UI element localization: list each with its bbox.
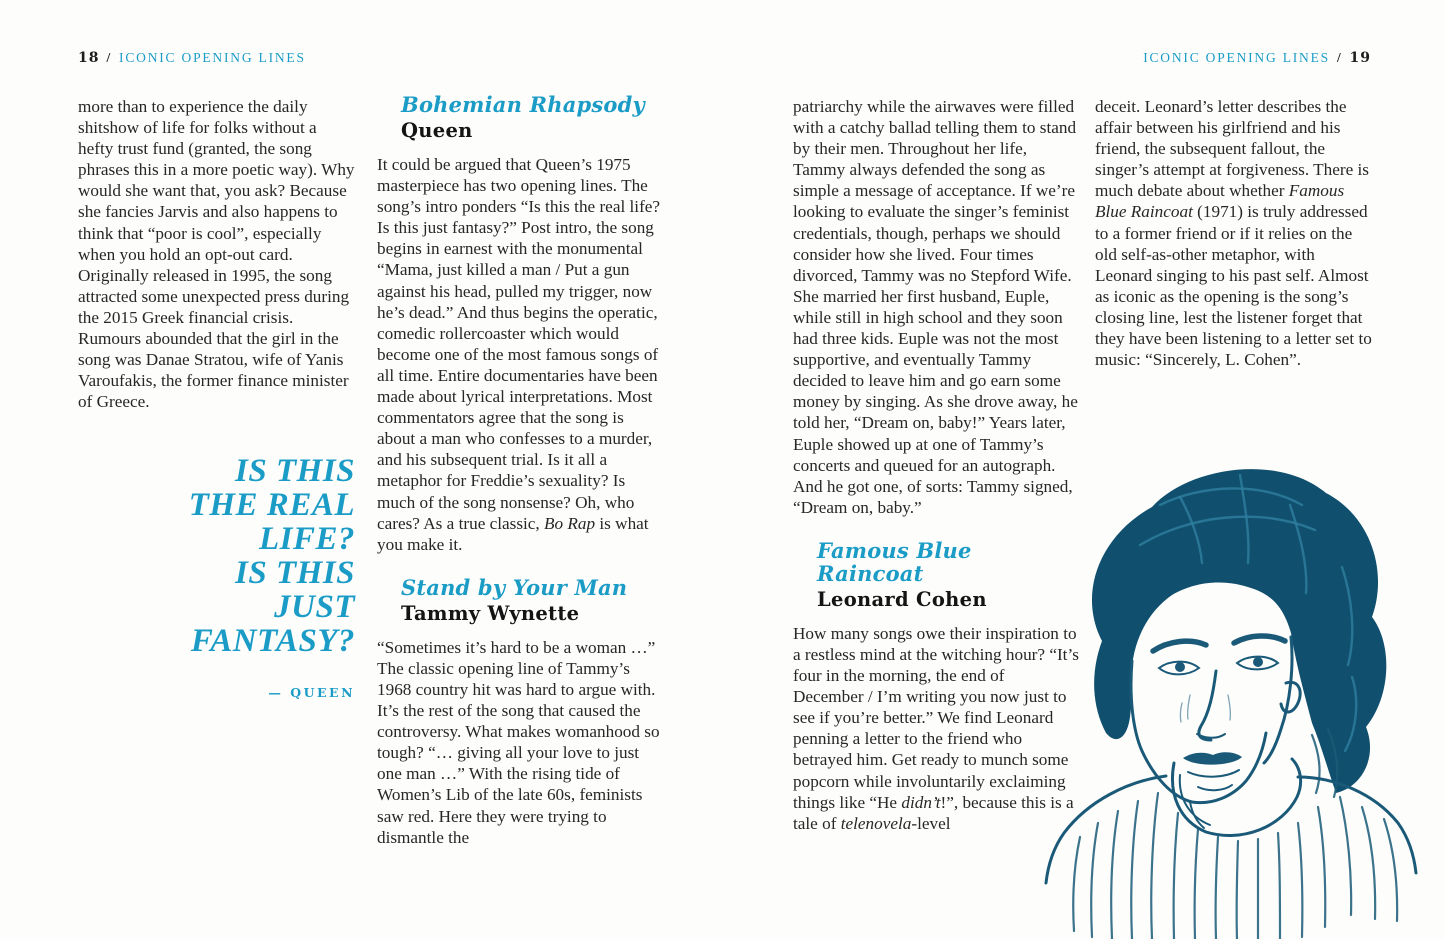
body-paragraph: “Sometimes it’s hard to be a woman …” The classic opening line of Tammy’s 1968 country hit was hard to argue with. It’s the rest of the song that caused the controversy. What makes womanhood so tough? “… giving all your love to just one man …” With the rising tide of Women’s Lib of the late 60s, feminists saw red. Here they were trying to dismantle the [377, 637, 660, 847]
page-header-left [78, 50, 306, 66]
pull-quote-attribution: — QUEEN [268, 685, 355, 701]
page-number-left: 18 [78, 50, 100, 66]
body-paragraph: deceit. Leonard’s letter describes the affair between his girlfriend and his friend, the subsequent fallout, the singer’s attempt at forgiveness. There is much debate about whether Famous Blue Raincoat (1971) is truly addressed to a former friend or if it relies on the old self-as-other metaphor, with Leonard singing to his past self. Almost as iconic as the opening is the song’s closing line, lest the listener forget that they have been listening to a letter set to music: “Sincerely, L. Cohen”. [1095, 97, 1372, 370]
song-heading [401, 93, 661, 142]
artist-name: Tammy Wynette [401, 601, 580, 625]
artist-name: Leonard Cohen [817, 587, 987, 611]
artist-name: Queen [401, 119, 473, 142]
pull-quote-line: LIFE? [258, 521, 355, 558]
body-paragraph: patriarchy while the airwaves were filled with a catchy ballad telling them to stand by their men. Throughout her life, Tammy always defended the song as simple a message of acceptance. If we’re looking to evaluate the singer’s feminist credentials, though, perhaps we should consider how she lived. Four times divorced, Tammy was no Stepford Wife. She married her first husband, Euple, while still in high school and they soon had three kids. Euple was not the most supportive, and eventually Tammy decided to leave him and go earn some money by singing. As she drove away, he told her, “Dream on, baby!” Years later, Euple showed up at one of Tammy’s concerts and queued for an autograph. And he got one, of sorts: Tammy signed, “Dream on, baby.” [793, 97, 1078, 517]
song-title: Stand by Your Man [401, 574, 628, 600]
pull-quote-line: FANTASY? [190, 623, 355, 660]
pull-quote-line: JUST [274, 589, 355, 626]
page19-column-1 [793, 96, 1079, 855]
song-heading [401, 576, 661, 625]
body-paragraph: It could be argued that Queen’s 1975 masterpiece has two opening lines. The song’s intro ponders “Is this the real life? Is this just fantasy?” Post intro, the song begins in earnest with the monumental “Mama, just killed a man / Put a gun against his head, pulled my trigger, now he’s dead.” And thus begins the operatic, comedic rollercoaster which would become one of the most famous songs of all time. Entire documentaries have been made about lyrical interpretations. Most commentators agree that the song is about a man who confesses to a murder, and his subsequent trial. Is it all a metaphor for Freddie’s sexuality? Is much of the song nonsense? Oh, who cares? As a true classic, Bo Rap is what you make it. [377, 155, 661, 554]
body-paragraph: How many songs owe their inspiration to a restless mind at the witching hour? “It’s four in the morning, the end of December / I’m writing you now just to see if you’re better.” We find Leonard penning a letter to the friend who betrayed him. Get ready to munch some popcorn while involuntarily exclaiming things like “He didn’t!”, because this is a tale of telenovela-level [793, 623, 1079, 833]
header-separator-right: / [1336, 50, 1343, 65]
leonard-cohen-illustration [1040, 445, 1440, 939]
song-title: Famous Blue Raincoat [817, 537, 972, 586]
header-separator-left: / [106, 50, 113, 65]
running-title-right: ICONIC OPENING LINES [1143, 50, 1330, 65]
running-title-left: ICONIC OPENING LINES [119, 50, 306, 65]
page-header-right [1143, 50, 1371, 66]
page18-column-2 [377, 92, 661, 869]
pull-quote [78, 454, 355, 710]
page19-column-2 [1095, 96, 1376, 391]
page18-column-1 [78, 96, 355, 710]
pull-quote-line: IS THIS [235, 453, 355, 490]
pull-quote-line: IS THIS [235, 555, 355, 592]
body-paragraph: more than to experience the daily shitshow of life for folks without a hefty trust fund (granted, the song phrases this in a more poetic way). Why would she want that, you ask? Because she fancies Jarvis and also happens to think that “poor is cool”, especially when you hold an opt-out card. Originally released in 1995, the song attracted some unexpected press during the 2015 Greek financial crisis. Rumours abounded that the girl in the song was Danae Stratou, wife of Yanis Varoufakis, the former finance minister of Greece. [78, 97, 355, 412]
pull-quote-line: THE REAL [188, 487, 355, 524]
page-number-right: 19 [1349, 50, 1371, 66]
song-title: Bohemian Rhapsody [401, 92, 645, 117]
